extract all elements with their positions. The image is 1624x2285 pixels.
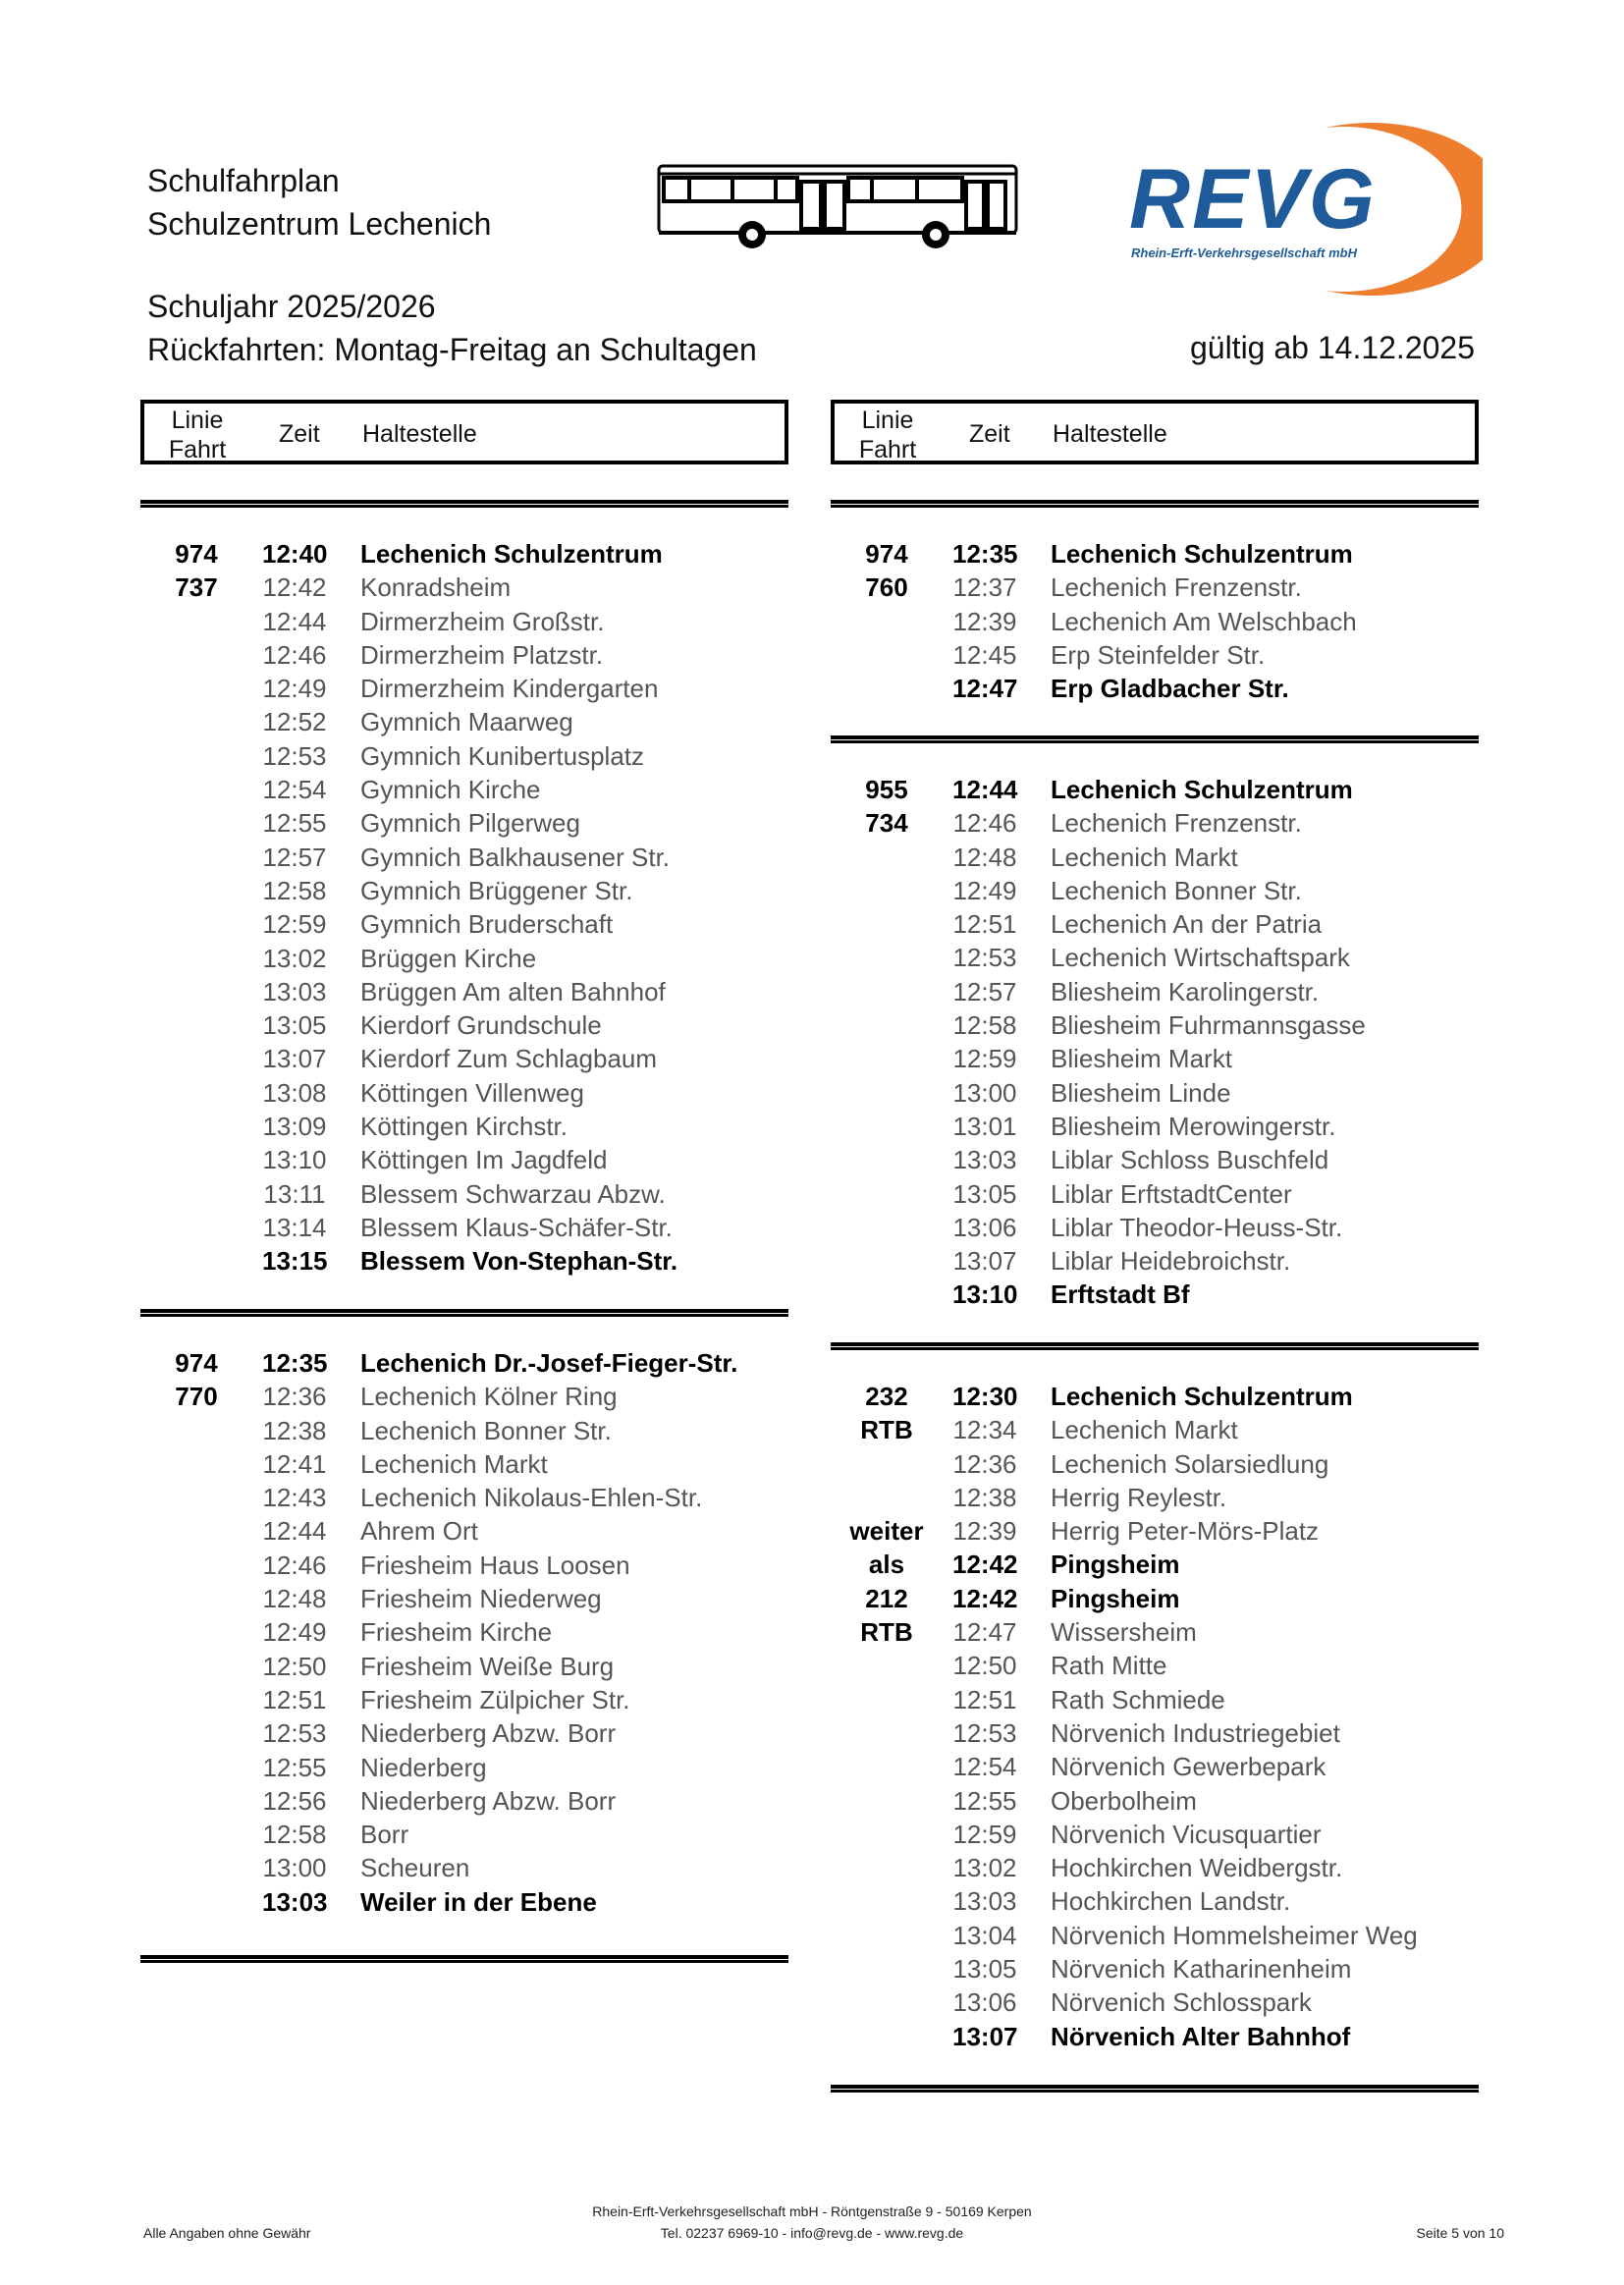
trip-block-974-737 bbox=[152, 537, 781, 1279]
line-trip-number: 734 bbox=[865, 808, 908, 839]
departure-time: 12:38 bbox=[262, 1415, 327, 1445]
stop-name: Rath Schmiede bbox=[1051, 1684, 1225, 1714]
stop-name: Bliesheim Markt bbox=[1051, 1044, 1232, 1074]
stop-name: Liblar Schloss Buschfeld bbox=[1051, 1145, 1329, 1175]
trip-block-232-212-rtb bbox=[842, 1380, 1471, 2053]
timetable-row bbox=[842, 1110, 1471, 1143]
timetable-row bbox=[842, 1851, 1471, 1884]
stop-name: Gymnich Balkhausener Str. bbox=[360, 842, 671, 872]
stop-name: Köttingen Im Jagdfeld bbox=[360, 1145, 608, 1175]
stop-name: Lechenich Dr.-Josef-Fieger-Str. bbox=[360, 1348, 738, 1378]
timetable-row bbox=[842, 1481, 1471, 1514]
stop-name: Friesheim Niederweg bbox=[360, 1584, 602, 1614]
stop-name: Herrig Peter-Mörs-Platz bbox=[1051, 1516, 1320, 1547]
stop-name: Erftstadt Bf bbox=[1051, 1279, 1190, 1310]
timetable-row bbox=[842, 571, 1471, 604]
timetable-row bbox=[152, 739, 781, 773]
departure-time: 13:06 bbox=[952, 1987, 1017, 2018]
departure-time: 12:40 bbox=[262, 539, 328, 569]
departure-time: 13:07 bbox=[952, 2021, 1018, 2051]
departure-time: 12:59 bbox=[262, 909, 327, 940]
stop-name: Blessem Klaus-Schäfer-Str. bbox=[360, 1212, 673, 1242]
departure-time: 12:36 bbox=[952, 1448, 1017, 1479]
line-trip-number: 760 bbox=[865, 572, 908, 603]
departure-time: 12:46 bbox=[262, 1550, 327, 1580]
departure-time: 12:49 bbox=[952, 875, 1017, 905]
departure-time: 12:51 bbox=[952, 1684, 1017, 1714]
timetable-row bbox=[842, 975, 1471, 1008]
timetable-row bbox=[842, 1649, 1471, 1682]
stop-name: Dirmerzheim Kindergarten bbox=[360, 674, 659, 704]
service-days: Rückfahrten: Montag-Freitag an Schultagen bbox=[147, 332, 757, 367]
line-trip-number: 737 bbox=[175, 572, 218, 603]
timetable-row bbox=[152, 705, 781, 738]
departure-time: 12:53 bbox=[262, 740, 327, 771]
section-separator bbox=[140, 500, 788, 508]
stop-name: Kierdorf Grundschule bbox=[360, 1010, 602, 1041]
timetable-row bbox=[842, 1884, 1471, 1918]
timetable-row bbox=[842, 1514, 1471, 1548]
stop-name: Friesheim Haus Loosen bbox=[360, 1550, 630, 1580]
stop-name: Liblar ErftstadtCenter bbox=[1051, 1178, 1292, 1209]
departure-time: 13:05 bbox=[262, 1010, 327, 1041]
timetable-row bbox=[842, 1784, 1471, 1818]
timetable-row bbox=[842, 1750, 1471, 1783]
logo-wordmark: REVG bbox=[1129, 152, 1377, 246]
stop-name: Lechenich Markt bbox=[360, 1448, 548, 1479]
subtitle-block bbox=[147, 285, 757, 371]
departure-time: 12:55 bbox=[262, 808, 327, 839]
trip-block-955-734 bbox=[842, 773, 1471, 1312]
departure-time: 12:35 bbox=[952, 539, 1018, 569]
header-linie: Linie bbox=[861, 407, 914, 434]
stop-name: Pingsheim bbox=[1051, 1550, 1180, 1580]
line-trip-number: RTB bbox=[860, 1617, 913, 1648]
departure-time: 12:57 bbox=[952, 976, 1017, 1006]
stop-name: Konradsheim bbox=[360, 572, 512, 603]
stop-name: Gymnich Bruderschaft bbox=[360, 909, 614, 940]
header-zeit: Zeit bbox=[279, 420, 320, 448]
departure-time: 12:47 bbox=[952, 1617, 1017, 1648]
timetable-row bbox=[842, 1986, 1471, 2019]
school-year: Schuljahr 2025/2026 bbox=[147, 289, 436, 324]
timetable-row bbox=[152, 537, 781, 571]
timetable-row bbox=[152, 1683, 781, 1716]
stop-name: Lechenich Kölner Ring bbox=[360, 1382, 618, 1412]
departure-time: 12:46 bbox=[262, 639, 327, 670]
timetable-row bbox=[152, 1177, 781, 1211]
departure-time: 12:48 bbox=[262, 1584, 327, 1614]
section-separator bbox=[831, 1342, 1479, 1350]
departure-time: 13:10 bbox=[262, 1145, 327, 1175]
timetable-row bbox=[152, 1784, 781, 1818]
departure-time: 12:39 bbox=[952, 1516, 1017, 1547]
departure-time: 12:51 bbox=[952, 909, 1017, 940]
departure-time: 12:51 bbox=[262, 1684, 327, 1714]
line-trip-number: 955 bbox=[865, 775, 908, 804]
departure-time: 12:30 bbox=[952, 1382, 1018, 1411]
stop-name: Niederberg Abzw. Borr bbox=[360, 1718, 617, 1749]
header-linie: Linie bbox=[171, 407, 224, 434]
stop-name: Hochkirchen Weidbergstr. bbox=[1051, 1853, 1343, 1883]
stop-name: Nörvenich Katharinenheim bbox=[1051, 1954, 1352, 1985]
timetable-row bbox=[152, 1143, 781, 1176]
timetable-row bbox=[152, 1885, 781, 1919]
timetable-row bbox=[152, 1716, 781, 1750]
section-separator bbox=[140, 1309, 788, 1317]
departure-time: 12:44 bbox=[262, 1516, 327, 1547]
stop-name: Köttingen Kirchstr. bbox=[360, 1112, 568, 1142]
stop-name: Brüggen Kirche bbox=[360, 943, 537, 973]
timetable-row bbox=[152, 638, 781, 672]
footer-company bbox=[0, 2201, 1624, 2244]
stop-name: Lechenich Solarsiedlung bbox=[1051, 1448, 1329, 1479]
stop-name: Borr bbox=[360, 1820, 409, 1850]
line-trip-number: 974 bbox=[175, 539, 218, 569]
stop-name: Friesheim Weiße Burg bbox=[360, 1651, 615, 1681]
timetable-row bbox=[842, 773, 1471, 806]
stop-name: Blessem Schwarzau Abzw. bbox=[360, 1178, 666, 1209]
stop-name: Friesheim Kirche bbox=[360, 1617, 553, 1648]
stop-name: Lechenich Schulzentrum bbox=[1051, 775, 1353, 804]
line-trip-number: RTB bbox=[860, 1415, 913, 1445]
timetable-row bbox=[842, 1143, 1471, 1176]
stop-name: Liblar Heidebroichstr. bbox=[1051, 1246, 1291, 1277]
timetable-row bbox=[842, 1447, 1471, 1481]
stop-name: Kierdorf Zum Schlagbaum bbox=[360, 1044, 658, 1074]
bus-icon bbox=[656, 162, 1021, 248]
stop-name: Niederberg Abzw. Borr bbox=[360, 1785, 617, 1816]
departure-time: 12:41 bbox=[262, 1448, 327, 1479]
departure-time: 12:44 bbox=[262, 606, 327, 636]
stop-name: Lechenich Schulzentrum bbox=[1051, 1382, 1353, 1411]
logo-tagline: Rhein-Erft-Verkehrsgesellschaft mbH bbox=[1131, 245, 1357, 260]
timetable-row bbox=[842, 1244, 1471, 1278]
timetable-row bbox=[152, 1110, 781, 1143]
departure-time: 13:08 bbox=[262, 1077, 327, 1108]
timetable-row bbox=[842, 907, 1471, 941]
stop-name: Hochkirchen Landstr. bbox=[1051, 1886, 1291, 1917]
departure-time: 13:15 bbox=[262, 1246, 328, 1277]
departure-time: 12:46 bbox=[952, 808, 1017, 839]
departure-time: 12:36 bbox=[262, 1382, 327, 1412]
stop-name: Lechenich Schulzentrum bbox=[360, 539, 663, 569]
timetable-row bbox=[152, 1346, 781, 1380]
stop-name: Niederberg bbox=[360, 1752, 487, 1782]
stop-name: Nörvenich Alter Bahnhof bbox=[1051, 2021, 1351, 2051]
departure-time: 12:49 bbox=[262, 1617, 327, 1648]
departure-time: 12:50 bbox=[952, 1651, 1017, 1681]
line-trip-number: als bbox=[868, 1550, 905, 1580]
departure-time: 12:42 bbox=[952, 1550, 1018, 1580]
timetable-row bbox=[842, 672, 1471, 705]
timetable-row bbox=[842, 1615, 1471, 1649]
departure-time: 12:39 bbox=[952, 606, 1017, 636]
section-separator bbox=[140, 1955, 788, 1963]
departure-time: 13:11 bbox=[263, 1178, 326, 1209]
departure-time: 13:03 bbox=[952, 1886, 1017, 1917]
line-trip-number: 212 bbox=[865, 1583, 908, 1613]
departure-time: 12:35 bbox=[262, 1348, 328, 1378]
revg-logo bbox=[1119, 116, 1483, 302]
departure-time: 13:01 bbox=[952, 1111, 1017, 1141]
line-trip-number: 770 bbox=[175, 1382, 218, 1412]
timetable-row bbox=[152, 806, 781, 840]
departure-time: 13:00 bbox=[952, 1077, 1017, 1108]
stop-name: Herrig Reylestr. bbox=[1051, 1482, 1227, 1512]
footer-disclaimer: Alle Angaben ohne Gewähr bbox=[143, 2225, 311, 2241]
timetable-row bbox=[842, 1413, 1471, 1446]
departure-time: 13:07 bbox=[952, 1246, 1017, 1277]
stop-name: Friesheim Zülpicher Str. bbox=[360, 1684, 630, 1714]
timetable-row bbox=[842, 1008, 1471, 1042]
departure-time: 12:56 bbox=[262, 1785, 327, 1816]
departure-time: 13:10 bbox=[952, 1279, 1018, 1310]
departure-time: 13:09 bbox=[262, 1112, 327, 1142]
timetable-row bbox=[842, 1919, 1471, 1952]
departure-time: 12:59 bbox=[952, 1044, 1017, 1074]
departure-time: 12:49 bbox=[262, 674, 327, 704]
timetable-row bbox=[842, 1716, 1471, 1750]
timetable-row bbox=[842, 874, 1471, 907]
stop-name: Nörvenich Hommelsheimer Weg bbox=[1051, 1920, 1418, 1950]
timetable-row bbox=[152, 773, 781, 806]
timetable-row bbox=[152, 975, 781, 1008]
trip-block-974-760 bbox=[842, 537, 1471, 705]
timetable-row bbox=[152, 1076, 781, 1110]
stop-name: Gymnich Kirche bbox=[360, 775, 541, 805]
timetable-row bbox=[842, 1042, 1471, 1075]
departure-time: 12:53 bbox=[262, 1718, 327, 1749]
title-line-1: Schulfahrplan bbox=[147, 163, 340, 198]
timetable-row bbox=[152, 1615, 781, 1649]
departure-time: 13:04 bbox=[952, 1920, 1017, 1950]
timetable-row bbox=[842, 2020, 1471, 2053]
section-separator bbox=[831, 500, 1479, 508]
timetable-row bbox=[842, 1278, 1471, 1311]
section-separator bbox=[831, 2085, 1479, 2093]
timetable-row bbox=[152, 874, 781, 907]
departure-time: 12:42 bbox=[952, 1583, 1018, 1613]
departure-time: 12:43 bbox=[262, 1483, 327, 1513]
timetable-row bbox=[152, 1481, 781, 1514]
timetable-row bbox=[842, 605, 1471, 638]
header-fahrt: Fahrt bbox=[858, 436, 917, 463]
stop-name: Gymnich Brüggener Str. bbox=[360, 875, 633, 905]
timetable-row bbox=[152, 1380, 781, 1413]
departure-time: 12:44 bbox=[952, 775, 1018, 804]
stop-name: Lechenich Nikolaus-Ehlen-Str. bbox=[360, 1483, 703, 1513]
departure-time: 12:53 bbox=[952, 1717, 1017, 1748]
stop-name: Scheuren bbox=[360, 1853, 470, 1883]
stop-name: Lechenich Schulzentrum bbox=[1051, 539, 1353, 569]
section-separator bbox=[831, 735, 1479, 743]
header-linie-fahrt bbox=[166, 406, 229, 464]
stop-name: Lechenich Wirtschaftspark bbox=[1051, 943, 1350, 973]
timetable-row bbox=[152, 571, 781, 604]
departure-time: 12:54 bbox=[952, 1752, 1017, 1782]
timetable-row bbox=[842, 638, 1471, 672]
departure-time: 13:02 bbox=[952, 1853, 1017, 1883]
header-haltestelle: Haltestelle bbox=[362, 420, 477, 448]
stop-name: Liblar Theodor-Heuss-Str. bbox=[1051, 1212, 1343, 1242]
timetable-row bbox=[842, 1582, 1471, 1615]
stop-name: Brüggen Am alten Bahnhof bbox=[360, 976, 666, 1006]
timetable-row bbox=[152, 1818, 781, 1851]
stop-name: Wissersheim bbox=[1051, 1617, 1197, 1648]
stop-name: Bliesheim Merowingerstr. bbox=[1051, 1111, 1336, 1141]
header-zeit: Zeit bbox=[969, 420, 1010, 448]
timetable-row bbox=[152, 1042, 781, 1075]
timetable-row bbox=[152, 1549, 781, 1582]
stop-name: Lechenich An der Patria bbox=[1051, 909, 1323, 940]
timetable-row bbox=[152, 672, 781, 705]
timetable-row bbox=[842, 841, 1471, 874]
departure-time: 13:03 bbox=[262, 976, 327, 1006]
stop-name: Oberbolheim bbox=[1051, 1785, 1197, 1816]
footer-contact: Tel. 02237 6969-10 - info@revg.de - www.revg.de bbox=[660, 2225, 964, 2241]
departure-time: 12:54 bbox=[262, 775, 327, 805]
stop-name: Lechenich Bonner Str. bbox=[1051, 875, 1302, 905]
departure-time: 12:59 bbox=[952, 1819, 1017, 1849]
trip-block-974-770 bbox=[152, 1346, 781, 1919]
line-trip-number: 974 bbox=[865, 539, 908, 569]
timetable-row bbox=[842, 1952, 1471, 1986]
departure-time: 13:14 bbox=[262, 1212, 327, 1242]
stop-name: Weiler in der Ebene bbox=[360, 1886, 597, 1917]
stop-name: Blessem Von-Stephan-Str. bbox=[360, 1246, 678, 1277]
header-fahrt: Fahrt bbox=[168, 436, 227, 463]
departure-time: 13:05 bbox=[952, 1178, 1017, 1209]
line-trip-number: weiter bbox=[849, 1516, 924, 1547]
stop-name: Bliesheim Fuhrmannsgasse bbox=[1051, 1010, 1366, 1041]
departure-time: 13:05 bbox=[952, 1954, 1017, 1985]
timetable-row bbox=[152, 1008, 781, 1042]
stop-name: Dirmerzheim Großstr. bbox=[360, 606, 605, 636]
valid-from: gültig ab 14.12.2025 bbox=[1189, 330, 1475, 365]
timetable-row bbox=[152, 1514, 781, 1548]
departure-time: 13:03 bbox=[262, 1886, 328, 1917]
timetable-row bbox=[842, 1076, 1471, 1110]
departure-time: 12:58 bbox=[952, 1010, 1017, 1041]
stop-name: Gymnich Kunibertusplatz bbox=[360, 740, 645, 771]
timetable-row bbox=[842, 806, 1471, 840]
stop-name: Lechenich Frenzenstr. bbox=[1051, 808, 1302, 839]
departure-time: 12:55 bbox=[262, 1752, 327, 1782]
departure-time: 12:47 bbox=[952, 674, 1018, 704]
departure-time: 12:52 bbox=[262, 707, 327, 737]
left-column-header bbox=[140, 400, 788, 464]
stop-name: Ahrem Ort bbox=[360, 1516, 478, 1547]
stop-name: Lechenich Markt bbox=[1051, 842, 1238, 872]
stop-name: Dirmerzheim Platzstr. bbox=[360, 639, 604, 670]
timetable-row bbox=[152, 841, 781, 874]
departure-time: 12:42 bbox=[262, 572, 327, 603]
departure-time: 12:58 bbox=[262, 875, 327, 905]
timetable-row bbox=[152, 1851, 781, 1884]
timetable-row bbox=[152, 1244, 781, 1278]
timetable-row bbox=[842, 941, 1471, 974]
timetable-row bbox=[152, 942, 781, 975]
departure-time: 13:02 bbox=[262, 943, 327, 973]
departure-time: 12:38 bbox=[952, 1482, 1017, 1512]
departure-time: 13:00 bbox=[262, 1853, 327, 1883]
stop-name: Gymnich Maarweg bbox=[360, 707, 573, 737]
stop-name: Lechenich Bonner Str. bbox=[360, 1415, 612, 1445]
stop-name: Bliesheim Karolingerstr. bbox=[1051, 976, 1320, 1006]
stop-name: Nörvenich Industriegebiet bbox=[1051, 1717, 1340, 1748]
stop-name: Nörvenich Vicusquartier bbox=[1051, 1819, 1322, 1849]
departure-time: 12:58 bbox=[262, 1820, 327, 1850]
stop-name: Lechenich Am Welschbach bbox=[1051, 606, 1357, 636]
stop-name: Nörvenich Gewerbepark bbox=[1051, 1752, 1326, 1782]
timetable-row bbox=[152, 1414, 781, 1447]
header-haltestelle: Haltestelle bbox=[1053, 420, 1167, 448]
timetable-row bbox=[842, 537, 1471, 571]
timetable-row bbox=[152, 605, 781, 638]
stop-name: Bliesheim Linde bbox=[1051, 1077, 1231, 1108]
departure-time: 12:53 bbox=[952, 943, 1017, 973]
departure-time: 12:48 bbox=[952, 842, 1017, 872]
timetable-row bbox=[152, 1650, 781, 1683]
title-line-2: Schulzentrum Lechenich bbox=[147, 206, 492, 242]
timetable-row bbox=[152, 1751, 781, 1784]
departure-time: 13:03 bbox=[952, 1145, 1017, 1175]
departure-time: 12:55 bbox=[952, 1785, 1017, 1816]
departure-time: 12:37 bbox=[952, 572, 1017, 603]
header-linie-fahrt bbox=[856, 406, 919, 464]
timetable-row bbox=[842, 1548, 1471, 1581]
timetable-row bbox=[152, 1447, 781, 1481]
departure-time: 13:07 bbox=[262, 1044, 327, 1074]
footer-page-number: Seite 5 von 10 bbox=[1416, 2225, 1504, 2241]
departure-time: 12:45 bbox=[952, 639, 1017, 670]
stop-name: Lechenich Markt bbox=[1051, 1415, 1238, 1445]
timetable-row bbox=[842, 1211, 1471, 1244]
stop-name: Erp Steinfelder Str. bbox=[1051, 639, 1266, 670]
timetable-row bbox=[842, 1177, 1471, 1211]
stop-name: Lechenich Frenzenstr. bbox=[1051, 572, 1302, 603]
footer-address: Rhein-Erft-Verkehrsgesellschaft mbH - Röntgenstraße 9 - 50169 Kerpen bbox=[592, 2203, 1032, 2219]
departure-time: 12:34 bbox=[952, 1415, 1017, 1445]
stop-name: Rath Mitte bbox=[1051, 1651, 1167, 1681]
stop-name: Pingsheim bbox=[1051, 1583, 1180, 1613]
timetable-row bbox=[842, 1380, 1471, 1413]
timetable-row bbox=[152, 1582, 781, 1615]
departure-time: 13:06 bbox=[952, 1212, 1017, 1242]
line-trip-number: 232 bbox=[865, 1382, 908, 1411]
timetable-row bbox=[842, 1683, 1471, 1716]
timetable-row bbox=[152, 1211, 781, 1244]
timetable-row bbox=[152, 907, 781, 941]
stop-name: Gymnich Pilgerweg bbox=[360, 808, 580, 839]
line-trip-number: 974 bbox=[175, 1348, 218, 1378]
stop-name: Nörvenich Schlosspark bbox=[1051, 1987, 1312, 2018]
departure-time: 12:57 bbox=[262, 842, 327, 872]
timetable-row bbox=[842, 1818, 1471, 1851]
right-column-header bbox=[831, 400, 1479, 464]
stop-name: Erp Gladbacher Str. bbox=[1051, 674, 1289, 704]
departure-time: 12:50 bbox=[262, 1651, 327, 1681]
document-title bbox=[147, 159, 491, 245]
stop-name: Köttingen Villenweg bbox=[360, 1077, 584, 1108]
